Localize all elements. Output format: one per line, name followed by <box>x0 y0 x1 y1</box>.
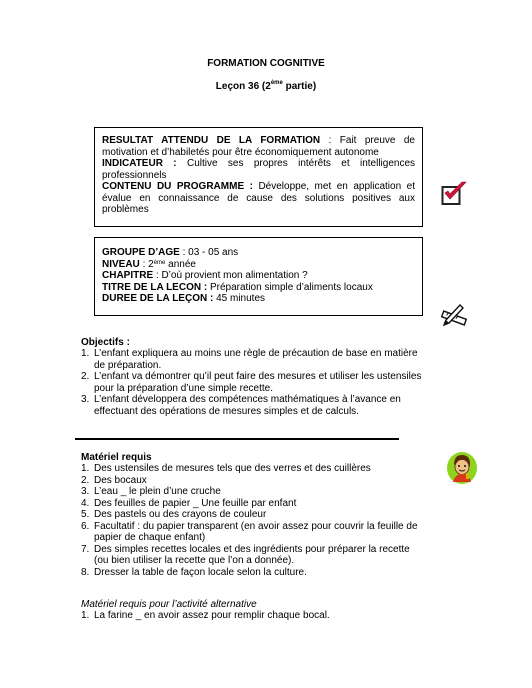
lesson-prefix: Leçon 36 (2 <box>215 81 271 92</box>
list-item <box>81 509 426 521</box>
chapter-row <box>102 270 415 282</box>
list-item-text: Dresser la table de façon locale selon la culture. <box>94 566 307 578</box>
lesson-title-value: Préparation simple d’aliments locaux <box>207 281 373 293</box>
list-item-number: 4. <box>81 497 90 509</box>
list-item-number: 3. <box>81 486 90 497</box>
alternative-heading: Matériel requis pour l’activité alternative <box>81 599 257 610</box>
materials-section <box>81 452 426 578</box>
list-item-number: 8. <box>81 566 90 578</box>
materials-heading: Matériel requis <box>81 452 152 463</box>
list-item <box>81 567 426 579</box>
program-row <box>102 181 415 216</box>
duration-row <box>102 293 415 305</box>
outcome-text: : Fait preuve de motivation et d’habiletés pour être économiquement autonome <box>102 135 415 158</box>
child-avatar-icon <box>446 451 478 485</box>
chapter-label: CHAPITRE <box>102 270 154 281</box>
list-item <box>81 610 426 622</box>
list-item <box>81 371 426 394</box>
outcome-row <box>102 135 415 158</box>
list-item <box>81 394 426 417</box>
level-sup: ème <box>153 259 166 266</box>
chapter-value: : D’où provient mon alimentation ? <box>153 270 308 281</box>
lesson-subtitle <box>0 81 532 92</box>
list-item-number: 1. <box>81 610 90 621</box>
list-item-text: L’enfant expliquera au moins une règle de précaution de base en matière de préparation. <box>94 348 418 371</box>
list-item <box>81 475 426 487</box>
age-label: GROUPE D’AGE <box>102 247 180 258</box>
list-item-text: Des feuilles de papier _ Une feuille par enfant <box>94 497 297 509</box>
lesson-title-label: TITRE DE LA LECON : <box>102 281 208 293</box>
objectives-heading: Objectifs : <box>81 337 130 348</box>
list-item-text: L’eau _ le plein d’une cruche <box>94 486 221 497</box>
level-row <box>102 259 415 271</box>
list-item-text: Des ustensiles de mesures tels que des verres et des cuillères <box>94 463 371 474</box>
list-item-text: Des simples recettes locales et des ingrédients pour préparer la recette (ou bien utiliser la recette que l’on a donnée). <box>94 543 410 566</box>
list-item-text: Facultatif : du papier transparent (en avoir assez pour couvrir la feuille de papier de chaque enfant) <box>94 520 418 543</box>
list-item <box>81 486 426 498</box>
objectives-list <box>81 348 426 417</box>
program-label: CONTENU DU PROGRAMME : <box>102 181 253 192</box>
list-item <box>81 521 426 544</box>
list-item-number: 7. <box>81 543 90 555</box>
alternative-section <box>81 599 426 622</box>
list-item <box>81 498 426 510</box>
list-item-number: 2. <box>81 474 90 486</box>
indicator-label: INDICATEUR : <box>102 158 177 169</box>
lesson-info-box <box>94 237 423 316</box>
list-item-number: 2. <box>81 371 90 382</box>
program-text: Développe, met en application et évalue en connaissance de cause des solutions positives aux problèmes <box>102 181 415 215</box>
list-item-text: Des bocaux <box>94 474 147 486</box>
list-item-text: L’enfant développera des compétences mathématiques à l’avance en effectuant des opérations de mesures simples et de calculs. <box>94 394 401 417</box>
section-divider <box>75 438 399 440</box>
level-value: : 2 <box>139 258 154 270</box>
list-item-number: 5. <box>81 509 90 520</box>
checked-box-icon <box>441 180 469 208</box>
lesson-suffix: partie) <box>282 81 317 92</box>
materials-list <box>81 463 426 578</box>
list-item <box>81 463 426 475</box>
indicator-text: Cultive ses propres intérêts et intelligences professionnels <box>102 158 416 181</box>
age-value: : 03 - 05 ans <box>179 247 239 258</box>
outcome-label: RESULTAT ATTENDU DE LA FORMATION <box>102 135 321 146</box>
objectives-section <box>81 337 426 417</box>
list-item-text: Des pastels ou des crayons de couleur <box>94 509 267 520</box>
list-item-number: 1. <box>81 463 90 474</box>
list-item-text: L’enfant va démontrer qu’il peut faire des mesures et utiliser les ustensiles pour la préparation d’une simple recette. <box>94 371 422 394</box>
indicator-row <box>102 158 415 181</box>
level-label: NIVEAU <box>102 258 140 270</box>
duration-label: DUREE DE LA LEÇON : <box>102 293 214 304</box>
list-item <box>81 348 426 371</box>
lesson-sup: ème <box>270 80 283 86</box>
age-row <box>102 247 415 259</box>
list-item-number: 3. <box>81 394 90 405</box>
title-row <box>102 282 415 294</box>
list-item-number: 6. <box>81 520 90 532</box>
duration-value: 45 minutes <box>213 293 266 304</box>
list-item <box>81 544 426 567</box>
page-title: FORMATION COGNITIVE <box>207 58 325 69</box>
pencil-ruler-icon <box>440 300 470 328</box>
outcome-box <box>94 127 423 227</box>
alternative-list <box>81 610 426 622</box>
level-suffix: année <box>165 258 196 270</box>
list-item-text: La farine _ en avoir assez pour remplir chaque bocal. <box>94 610 330 621</box>
list-item-number: 1. <box>81 348 90 359</box>
